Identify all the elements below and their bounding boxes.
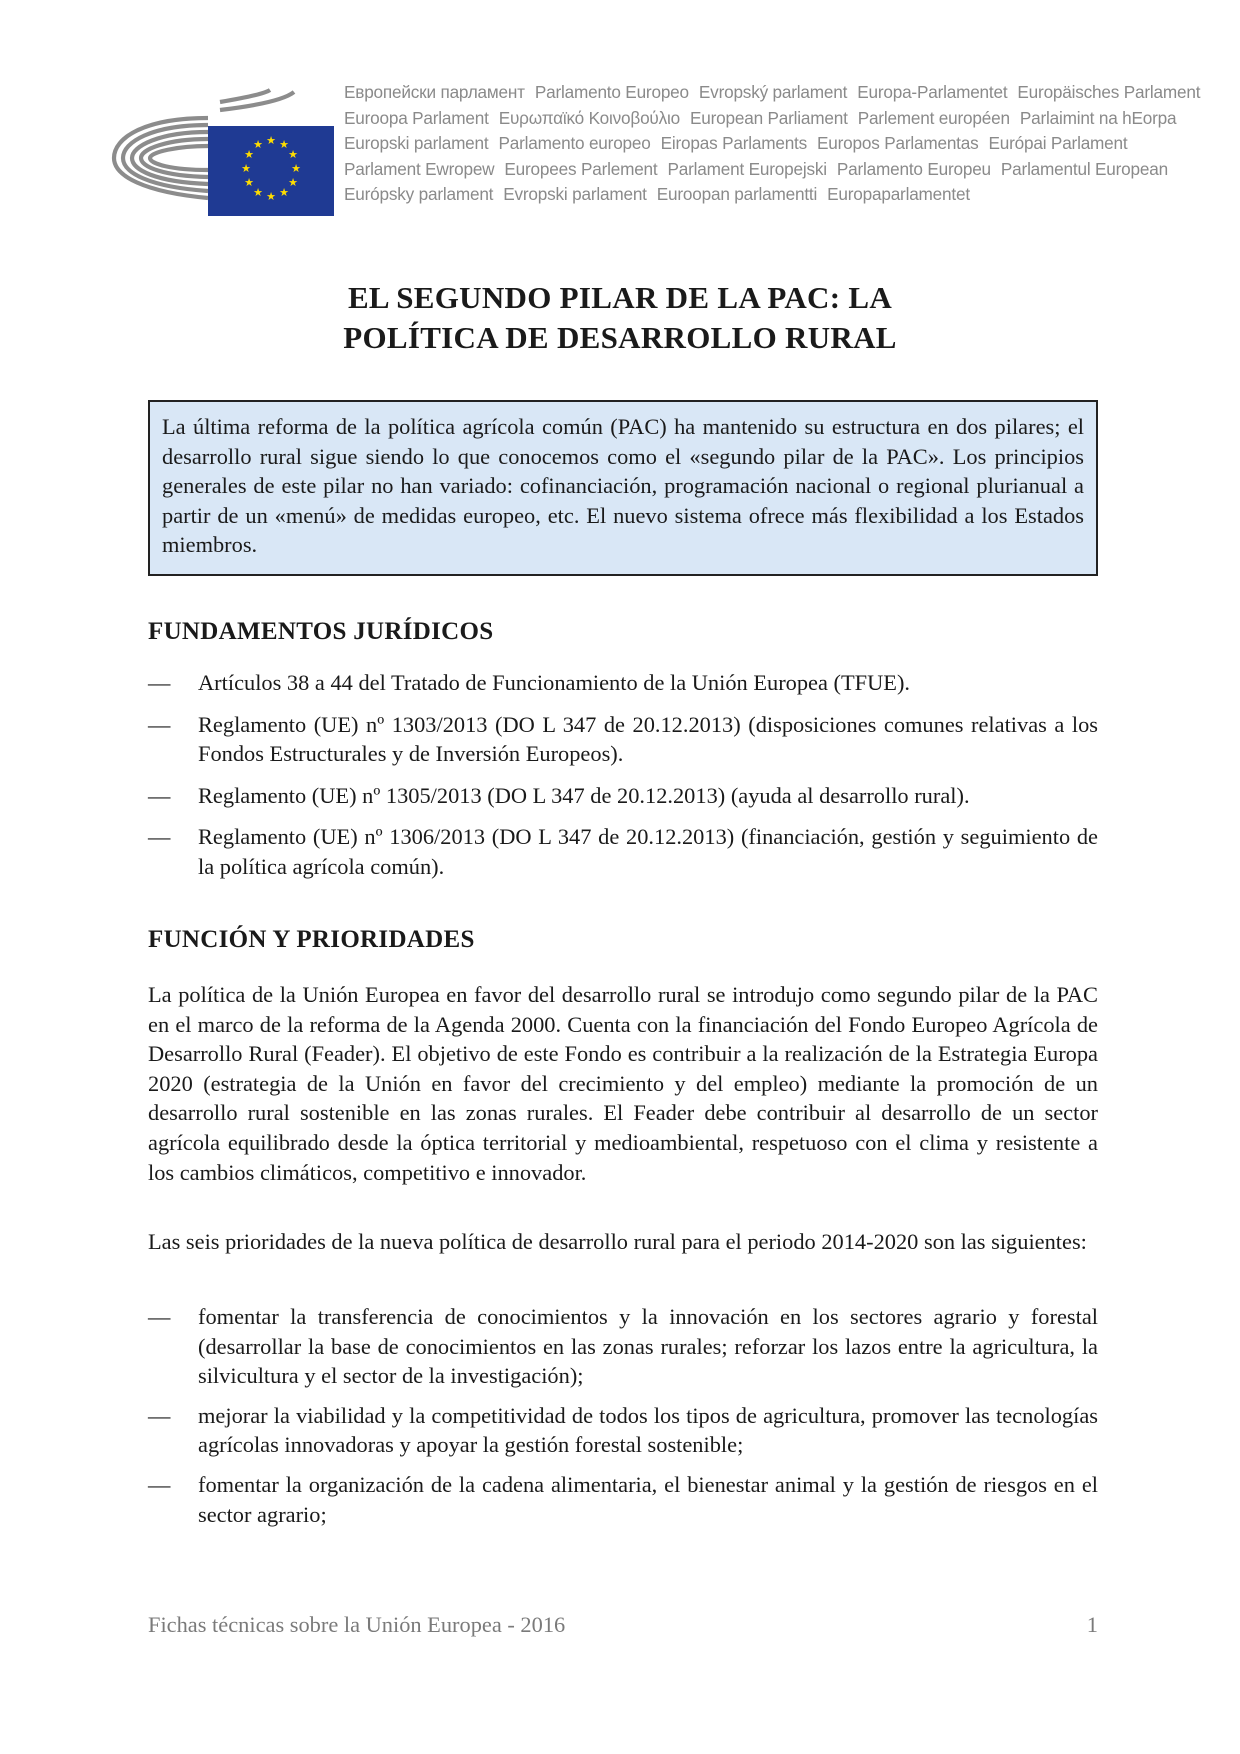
legal-basis-list (148, 668, 1098, 882)
dash-icon: — (148, 824, 171, 850)
svg-text:★: ★ (279, 186, 289, 199)
page-footer (148, 1612, 1098, 1638)
svg-text:★: ★ (244, 176, 254, 189)
svg-text:★: ★ (253, 186, 263, 199)
language-row: Európsky parlament Evropski parlament Euroopan parlamentti Europaparlamentet (344, 184, 970, 204)
dash-icon: — (148, 1304, 171, 1329)
document-title (150, 278, 1090, 358)
language-row: Europski parlament Parlamento europeo Eiropas Parlaments Europos Parlamentas Európai Parlament (344, 133, 1128, 153)
title-line: EL SEGUNDO PILAR DE LA PAC: LA (347, 280, 893, 315)
title-line: POLÍTICA DE DESARROLLO RURAL (343, 320, 897, 355)
svg-text:★: ★ (253, 138, 263, 151)
svg-text:★: ★ (241, 162, 251, 175)
page-number: 1 (1086, 1612, 1098, 1637)
list-item: — fomentar la organización de la cadena alimentaria, el bienestar animal y la gestión de riesgos en el sector agrario; (148, 1471, 1098, 1527)
dash-icon: — (148, 782, 171, 808)
list-item: — Reglamento (UE) nº 1306/2013 (DO L 347 de 20.12.2013) (financiación, gestión y seguimiento de la política agrícola común). (148, 824, 1098, 879)
language-names (344, 80, 1201, 208)
body-paragraph: La política de la Unión Europea en favor del desarrollo rural se introdujo como segundo pilar de la PAC en el marco de la reforma de la Agenda 2000. Cuenta con la financiación del Fondo Europeo Agrícola de Desarrollo Rural (Feader). El objetivo de este Fondo es contribuir a la realización de la Estrategia Europa 2020 (estrategia de la Unión en favor del crecimiento y del empleo) mediante la promoción de un desarrollo rural sostenible en las zonas rurales. El Feader debe contribuir al desarrollo de un sector agrícola equilibrado desde la óptica territorial y medioambiental, respetuoso con el clima y resistente a los cambios climáticos, competitivo e innovador. (148, 982, 1098, 1185)
list-item: — mejorar la viabilidad y la competitividad de todos los tipos de agricultura, promover las tecnologías agrícolas innovadoras y apoyar la gestión forestal sostenible; (148, 1402, 1098, 1458)
dash-icon: — (148, 1471, 171, 1497)
list-item: — Reglamento (UE) nº 1303/2013 (DO L 347 de 20.12.2013) (disposiciones comunes relativas a los Fondos Estructurales y de Inversión Europeos). (148, 711, 1098, 767)
svg-text:★: ★ (279, 138, 289, 151)
section-heading-function-priorities: FUNCIÓN Y PRIORIDADES (148, 926, 475, 953)
dash-icon: — (148, 670, 171, 695)
language-row: Европейски парламент Parlamento Europeo Evropský parlament Europa-Parlamentet Europäisches Parlament (344, 82, 1201, 102)
svg-text:★: ★ (288, 176, 298, 189)
european-parliament-logo (104, 88, 344, 218)
svg-text:★: ★ (288, 148, 298, 161)
language-row: Parlament Ewropew Europees Parlement Parlament Europejski Parlamento Europeu Parlamentul European (344, 158, 1168, 179)
summary-box: La última reforma de la política agrícola común (PAC) ha mantenido su estructura en dos pilares; el desarrollo rural sigue siendo lo que conocemos como el «segundo pilar de la PAC». Los principios generales de este pilar no han variado: cofinanciación, programación nacional o regional plurianual a partir de un «menú» de medidas europeo, etc. El nuevo sistema ofrece más flexibilidad a los Estados miembros. (148, 400, 1098, 576)
parliament-emblem-icon (104, 88, 344, 218)
list-item: — fomentar la transferencia de conocimientos y la innovación en los sectores agrario y forestal (desarrollar la base de conocimientos en las zonas rurales; reforzar los lazos entre la agricultura, la silvicultura y el sector de la investigación); (148, 1304, 1098, 1389)
svg-text:★: ★ (266, 190, 276, 203)
list-item: — Reglamento (UE) nº 1305/2013 (DO L 347 de 20.12.2013) (ayuda al desarrollo rural). (148, 781, 1098, 811)
footer-text: Fichas técnicas sobre la Unión Europea - 2016 (148, 1612, 566, 1637)
section-heading-legal-basis: FUNDAMENTOS JURÍDICOS (148, 618, 494, 645)
dash-icon: — (148, 711, 171, 737)
body-paragraph: Las seis prioridades de la nueva política de desarrollo rural para el periodo 2014-2020 son las siguientes: (148, 1229, 1087, 1254)
svg-text:★: ★ (266, 134, 276, 147)
svg-text:★: ★ (291, 162, 301, 175)
page-header (104, 80, 1201, 220)
dash-icon: — (148, 1402, 171, 1428)
svg-text:★: ★ (244, 148, 254, 161)
language-row: Euroopa Parlament Ευρωπαϊκό Κοινοβούλιο European Parliament Parlement européen Parlaimint na hEorpa (344, 107, 1177, 128)
priorities-list (148, 1302, 1098, 1529)
list-item: — Artículos 38 a 44 del Tratado de Funcionamiento de la Unión Europea (TFUE). (148, 668, 1098, 698)
